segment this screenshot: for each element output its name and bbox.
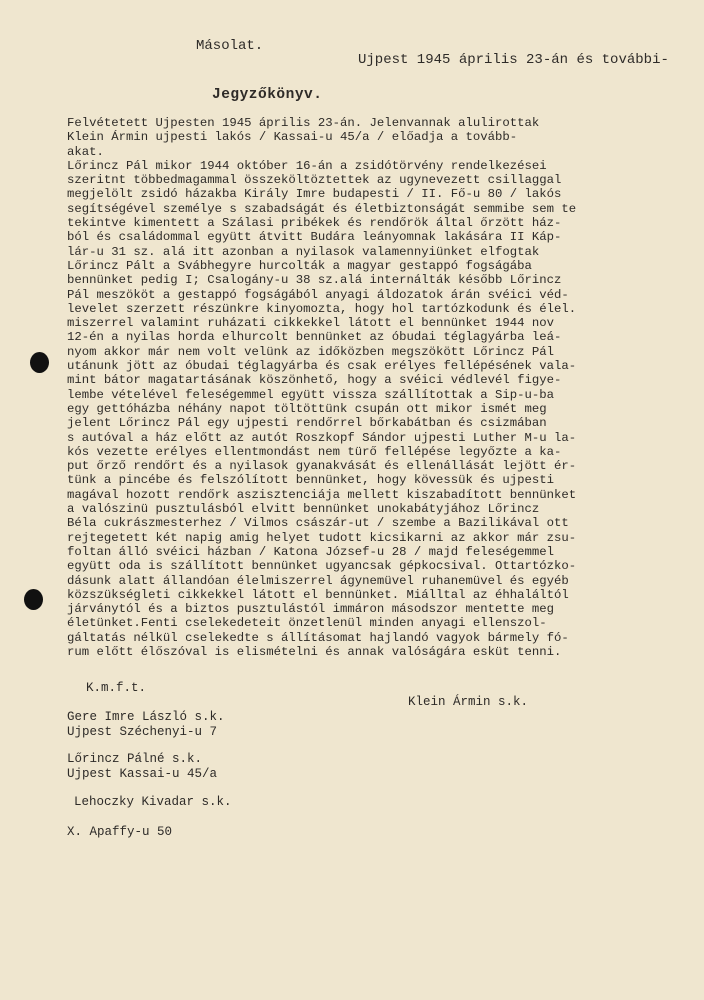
witness-name: Lehoczky Kivadar s.k. bbox=[74, 795, 232, 809]
body-line: utánunk jött az óbudai téglagyárba és csak erélyes fellépésének vala- bbox=[67, 359, 577, 374]
body-line: 12-én a nyilas horda elhurcolt bennünket az óbudai téglagyárba leá- bbox=[67, 330, 562, 345]
witness-block bbox=[67, 825, 172, 840]
document-title: Jegyzőkönyv. bbox=[212, 87, 323, 103]
body-line: miszerrel valamint ruházati cikkekkel látott el bennünket 1944 nov bbox=[67, 316, 555, 331]
place-date-continuation: és további- bbox=[576, 52, 669, 68]
body-line: együtt oda is szállított bennünket ugyancsak gépkocsival. Ottartózko- bbox=[67, 559, 577, 574]
body-line: Lőrincz Pál mikor 1944 október 16-án a zsidótörvény rendelkezései bbox=[67, 158, 547, 173]
body-line: bennünket pedig I; Csalogány-u 38 sz.alá internálták később Lőrincz bbox=[67, 273, 562, 288]
body-line: tünk a pincébe és felszólított bennünket, hogy kövessük és ujpesti bbox=[67, 473, 555, 488]
body-line: Lőrincz Pált a Svábhegyre hurcolták a magyar gestappó fogságába bbox=[67, 258, 532, 273]
witness-name: Lőrincz Pálné s.k. bbox=[67, 752, 203, 766]
body-line: rejtegetett két napig amig helyet tudott kicsikarni az akkor már zsu- bbox=[67, 530, 577, 545]
witness-block bbox=[67, 710, 225, 740]
body-line: egy gettóházba néhány napot töltöttünk csupán ott mikor ismét meg bbox=[67, 401, 547, 416]
body-line: a valószinü pusztulásból elvitt bennünket unokabátyjához Lőrincz bbox=[67, 502, 540, 517]
body-line: segítségével személye s szabadságát és életbiztonságát semmibe sem te bbox=[67, 201, 577, 216]
body-line: rum előtt élőszóval is elismételni és annak valóságára esküt tenni. bbox=[67, 644, 562, 659]
witness-block bbox=[74, 795, 232, 810]
declarant-signature: Klein Ármin s.k. bbox=[408, 695, 529, 709]
intro-line: Klein Ármin ujpesti lakós / Kassai-u 45/a / előadja a tovább- bbox=[67, 130, 518, 145]
body-line: szeritnt többedmagammal összeköltöztettek az ugynevezett csillaggal bbox=[67, 173, 562, 188]
body-line: dásunk alatt állandóan élelmiszerrel ágynemüvel ruhanemüvel és egyéb bbox=[67, 573, 569, 588]
witness-address: Ujpest Kassai-u 45/a bbox=[67, 767, 218, 781]
body-line: nyom akkor már nem volt velünk az időközben megszökött Lőrincz Pál bbox=[67, 344, 555, 359]
punch-hole bbox=[24, 589, 43, 610]
body-line: s autóval a ház előtt az autót Roszkopf Sándor ujpesti Luther M-u la- bbox=[67, 430, 577, 445]
body-line: mint bátor magatartásának köszönhető, hogy a svéici védlevél figye- bbox=[67, 373, 562, 388]
body-line: jelent Lőrincz Pál egy ujpesti rendőrrel bőrkabátban és csizmában bbox=[67, 416, 547, 431]
witness-address: Ujpest Széchenyi-u 7 bbox=[67, 725, 218, 739]
body-line: foltan álló svéici házban / Katona József-u 28 / majd feleségemmel bbox=[67, 544, 555, 559]
body-line: közszükségleti cikkekkel látott el bennünket. Miálltal az éhhaláltól bbox=[67, 587, 569, 602]
body-line: levelet szerzett részünkre kinyomozta, hogy hol tartózkodunk és élel. bbox=[67, 301, 577, 316]
intro-line: akat. bbox=[67, 144, 104, 159]
body-line: lár-u 31 sz. alá itt azonban a nyilasok valamennyiünket elfogtak bbox=[67, 244, 540, 259]
body-line: gáltatás nélkül cselekedte s állításomat hajlandó vagyok bármely fó- bbox=[67, 630, 569, 645]
body-line: életünket.Fenti cselekedeteit önzetlenül minden anyagi ellenszol- bbox=[67, 616, 547, 631]
copy-label: Másolat. bbox=[196, 38, 264, 54]
body-line: lembe vételével feleségemmel együtt vissza szállítottak a Sip-u-ba bbox=[67, 387, 555, 402]
body-line: Pál meszököt a gestappó fogságából anyagi áldozatok árán svéici véd- bbox=[67, 287, 569, 302]
body-line: magával hozott rendőrk aszisztenciája mellett kiszabadított bennünket bbox=[67, 487, 577, 502]
kmft-mark: K.m.f.t. bbox=[86, 681, 147, 695]
intro-line: Felvétetett Ujpesten 1945 április 23-án. Jelenvannak alulirottak bbox=[67, 116, 540, 130]
body-line: tekintve kimentett a Szálasi pribékek és rendőrök által őrzött ház- bbox=[67, 216, 562, 231]
body-line: Béla cukrászmesterhez / Vilmos császár-ut / szembe a Bazilikával ott bbox=[67, 516, 569, 531]
witness-name: Gere Imre László s.k. bbox=[67, 710, 225, 724]
document-body bbox=[67, 116, 667, 659]
witness-name: X. Apaffy-u 50 bbox=[67, 825, 173, 839]
body-line: put őrző rendőrt és a nyilasok gyanakvását és ellenállását lejött ér- bbox=[67, 459, 577, 474]
body-line: kós vezette erélyes ellentmondást nem türő fellépése legyőzte a ka- bbox=[67, 444, 562, 459]
punch-hole bbox=[30, 352, 49, 373]
place-date bbox=[358, 52, 669, 68]
witness-block bbox=[67, 752, 217, 782]
body-line: megjelölt zsidó házakba Király Imre budapesti / II. Fő-u 80 / lakós bbox=[67, 187, 562, 202]
place-date-text: Ujpest 1945 április 23-án bbox=[358, 52, 569, 68]
body-line: ból és családommal együtt átvitt Budára leányomnak lakására II Káp- bbox=[67, 230, 562, 245]
body-line: járványtól és a biztos pusztulástól immáron másodszor mentette meg bbox=[67, 602, 555, 617]
